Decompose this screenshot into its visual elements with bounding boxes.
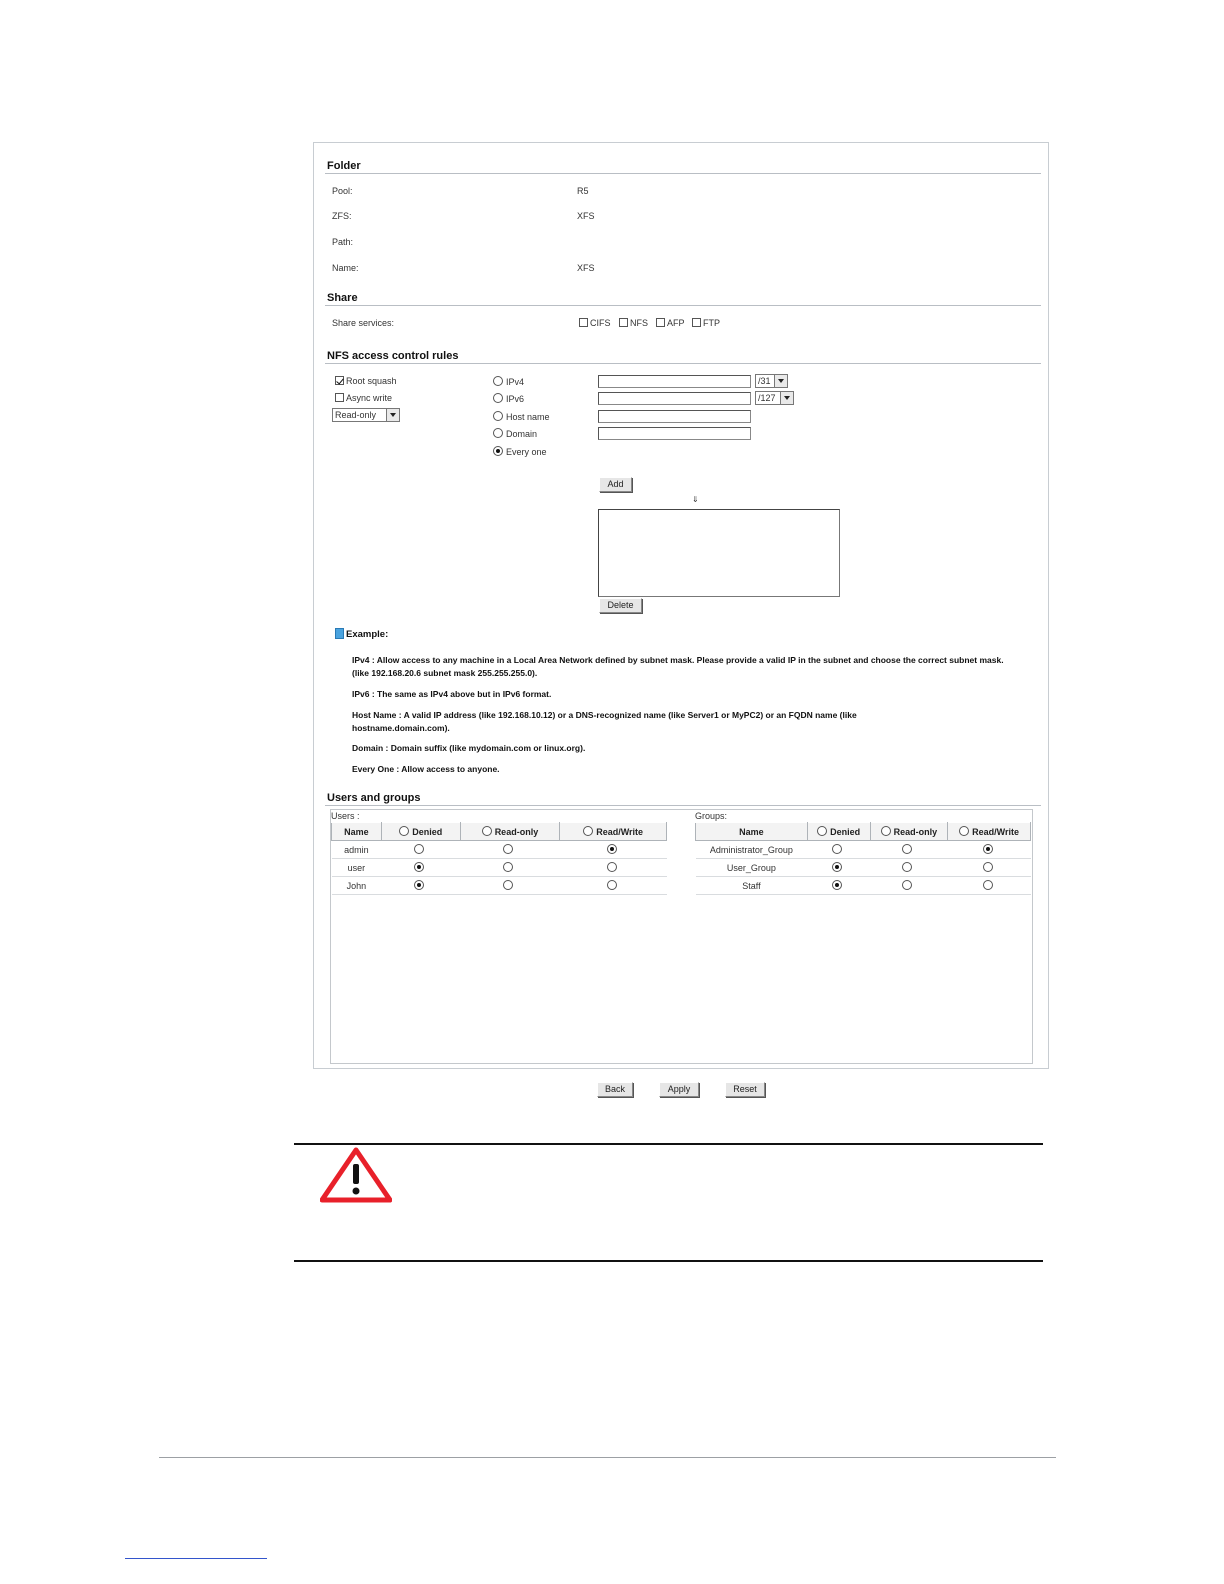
- example-title: Example:: [346, 629, 389, 640]
- access-mode-select[interactable]: [332, 408, 400, 422]
- example-everyone: Every One : Allow access to anyone.: [352, 764, 500, 774]
- example-heading: [335, 628, 388, 642]
- table-row: [332, 859, 667, 877]
- everyone-radio[interactable]: [493, 446, 547, 457]
- reset-button[interactable]: Reset: [725, 1082, 765, 1097]
- groups-table-header: [696, 823, 1031, 841]
- groups-readwrite-header-label: Read/Write: [972, 827, 1020, 837]
- ftp-checkbox[interactable]: [692, 318, 720, 328]
- zfs-label: ZFS:: [332, 211, 352, 221]
- group-readonly-radio[interactable]: [902, 880, 912, 890]
- users-denied-header-label: Denied: [412, 827, 443, 837]
- ftp-checkbox-box[interactable]: [692, 318, 701, 327]
- users-readonly-all-radio[interactable]: [482, 826, 492, 836]
- user-readwrite-radio[interactable]: [607, 862, 617, 872]
- users-groups-title: Users and groups: [327, 792, 421, 804]
- cifs-checkbox-box[interactable]: [579, 318, 588, 327]
- user-readonly-radio[interactable]: [503, 844, 513, 854]
- hostname-label: Host name: [506, 412, 550, 422]
- users-table: [331, 822, 667, 895]
- groups-denied-header-label: Denied: [830, 827, 861, 837]
- group-readwrite-radio[interactable]: [983, 880, 993, 890]
- user-denied-radio[interactable]: [414, 862, 424, 872]
- group-denied-radio[interactable]: [832, 862, 842, 872]
- afp-checkbox-box[interactable]: [656, 318, 665, 327]
- user-name: John: [332, 877, 382, 895]
- root-squash-check-icon[interactable]: [335, 376, 344, 385]
- note-icon: [335, 628, 344, 639]
- nfs-label: NFS: [630, 318, 648, 328]
- domain-input[interactable]: [598, 427, 751, 440]
- hostname-input[interactable]: [598, 410, 751, 423]
- ipv4-radio[interactable]: [493, 376, 524, 387]
- pool-label: Pool:: [332, 186, 353, 196]
- user-readonly-radio[interactable]: [503, 862, 513, 872]
- chevron-down-icon[interactable]: [774, 375, 787, 387]
- ipv4-label: IPv4: [506, 377, 525, 387]
- user-name: user: [332, 859, 382, 877]
- domain-label: Domain: [506, 429, 538, 439]
- everyone-label: Every one: [506, 447, 547, 457]
- zfs-value: XFS: [577, 211, 595, 221]
- user-name: admin: [332, 841, 382, 859]
- group-name: Administrator_Group: [696, 841, 808, 859]
- example-domain: Domain : Domain suffix (like mydomain.com or linux.org).: [352, 743, 586, 753]
- root-squash-checkbox[interactable]: [335, 376, 397, 386]
- name-value: XFS: [577, 263, 595, 273]
- users-readwrite-header-label: Read/Write: [596, 827, 644, 837]
- folder-section-divider: [325, 173, 1041, 174]
- afp-label: AFP: [667, 318, 685, 328]
- ipv6-mask-value: /127: [758, 393, 776, 403]
- apply-button[interactable]: Apply: [659, 1082, 699, 1097]
- table-row: [696, 859, 1031, 877]
- ipv4-mask-select[interactable]: [755, 374, 788, 388]
- back-button[interactable]: Back: [597, 1082, 633, 1097]
- users-label: Users :: [331, 811, 360, 821]
- hostname-radio[interactable]: [493, 411, 550, 422]
- async-write-label: Async write: [346, 393, 393, 403]
- ipv6-label: IPv6: [506, 394, 525, 404]
- user-denied-radio[interactable]: [414, 844, 424, 854]
- group-readonly-radio[interactable]: [902, 844, 912, 854]
- ipv6-radio[interactable]: [493, 393, 524, 404]
- groups-col-name: Name: [696, 823, 808, 841]
- ipv4-input[interactable]: [598, 375, 751, 388]
- table-row: [332, 841, 667, 859]
- groups-col-readwrite[interactable]: [948, 823, 1031, 841]
- everyone-radio-circle[interactable]: [493, 446, 503, 456]
- table-row: [696, 841, 1031, 859]
- chevron-down-icon[interactable]: [386, 409, 399, 421]
- groups-readwrite-all-radio[interactable]: [959, 826, 969, 836]
- add-rule-button[interactable]: Add: [599, 477, 632, 492]
- delete-rule-button[interactable]: Delete: [599, 598, 642, 613]
- group-readwrite-radio[interactable]: [983, 862, 993, 872]
- ipv4-radio-circle[interactable]: [493, 376, 503, 386]
- access-mode-value: Read-only: [335, 410, 377, 420]
- users-denied-all-radio[interactable]: [399, 826, 409, 836]
- users-table-header: [332, 823, 667, 841]
- users-col-denied[interactable]: [381, 823, 460, 841]
- nfs-section-divider: [325, 363, 1041, 364]
- chevron-down-icon[interactable]: [780, 392, 793, 404]
- path-label: Path:: [332, 237, 354, 247]
- warning-bottom-rule: [294, 1260, 1043, 1262]
- example-hostname: Host Name : A valid IP address (like 192.168.10.12) or a DNS-recognized name (like Server1 or MyPC2) or an FQDN name (like hostname.domain.com).: [352, 710, 857, 733]
- table-row: [696, 877, 1031, 895]
- ipv6-mask-select[interactable]: [755, 391, 794, 405]
- users-readwrite-all-radio[interactable]: [583, 826, 593, 836]
- ipv6-radio-circle[interactable]: [493, 393, 503, 403]
- cifs-label: CIFS: [590, 318, 611, 328]
- share-services-label: Share services:: [332, 318, 395, 328]
- user-readwrite-radio[interactable]: [607, 844, 617, 854]
- group-denied-radio[interactable]: [832, 844, 842, 854]
- user-denied-radio[interactable]: [414, 880, 424, 890]
- user-readonly-radio[interactable]: [503, 880, 513, 890]
- page-footer-rule: [159, 1457, 1056, 1458]
- group-readwrite-radio[interactable]: [983, 844, 993, 854]
- group-denied-radio[interactable]: [832, 880, 842, 890]
- cifs-checkbox[interactable]: [579, 318, 611, 328]
- nfs-section-title: NFS access control rules: [327, 350, 459, 362]
- groups-readonly-header-label: Read-only: [893, 827, 938, 837]
- async-write-checkbox[interactable]: [335, 393, 392, 403]
- name-label: Name:: [332, 263, 359, 273]
- example-ipv4: IPv4 : Allow access to any machine in a Local Area Network defined by subnet mask. Please provide a valid IP in the subnet and choose the correct subnet mask. (like 192.168.20.6 subnet mask 255.255.255.0).: [352, 655, 1004, 678]
- warning-icon: [320, 1147, 392, 1203]
- share-section-divider: [325, 305, 1041, 306]
- ipv6-input[interactable]: [598, 392, 751, 405]
- share-section-title: Share: [327, 292, 358, 304]
- nfs-checkbox-box[interactable]: [619, 318, 628, 327]
- users-col-readwrite[interactable]: [560, 823, 667, 841]
- footer-link-underline[interactable]: [125, 1558, 267, 1559]
- users-col-name: Name: [332, 823, 382, 841]
- folder-section-title: Folder: [327, 160, 361, 172]
- users-readonly-header-label: Read-only: [494, 827, 539, 837]
- groups-denied-all-radio[interactable]: [817, 826, 827, 836]
- pool-value: R5: [577, 186, 589, 196]
- example-ipv6: IPv6 : The same as IPv4 above but in IPv6 format.: [352, 689, 552, 699]
- domain-radio-circle[interactable]: [493, 428, 503, 438]
- group-name: Staff: [696, 877, 808, 895]
- async-write-checkbox-box[interactable]: [335, 393, 344, 402]
- domain-radio[interactable]: [493, 428, 537, 439]
- ftp-label: FTP: [703, 318, 720, 328]
- groups-label: Groups:: [695, 811, 728, 821]
- nfs-checkbox[interactable]: [619, 318, 648, 328]
- hostname-radio-circle[interactable]: [493, 411, 503, 421]
- groups-col-denied[interactable]: [807, 823, 870, 841]
- group-name: User_Group: [696, 859, 808, 877]
- users-col-readonly[interactable]: [460, 823, 560, 841]
- arrow-down-icon: ⇓: [692, 495, 699, 504]
- users-groups-divider: [325, 805, 1041, 806]
- afp-checkbox[interactable]: [656, 318, 685, 328]
- groups-readonly-all-radio[interactable]: [881, 826, 891, 836]
- table-row: [332, 877, 667, 895]
- group-readonly-radio[interactable]: [902, 862, 912, 872]
- ipv4-mask-value: /31: [758, 376, 771, 386]
- user-readwrite-radio[interactable]: [607, 880, 617, 890]
- root-squash-label: Root squash: [346, 376, 397, 386]
- warning-top-rule: [294, 1143, 1043, 1145]
- groups-table: [695, 822, 1031, 895]
- groups-col-readonly[interactable]: [870, 823, 948, 841]
- rules-listbox[interactable]: [598, 509, 840, 597]
